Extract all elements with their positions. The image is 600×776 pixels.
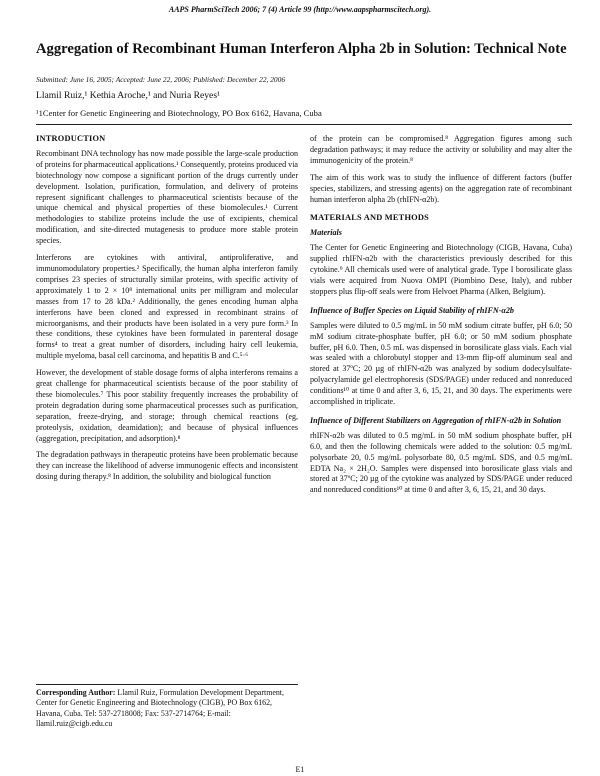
article-title: Aggregation of Recombinant Human Interferon Alpha 2b in Solution: Technical Note: [36, 41, 567, 57]
right-paragraph-1: of the protein can be compromised.⁸ Aggregation figures among such degradation pathways; it may reduce the activity or solubility and may alter the immunogenicity of the protein.⁸: [310, 134, 572, 165]
left-column: [36, 134, 298, 489]
header-divider: [36, 124, 572, 125]
intro-paragraph-1: Recombinant DNA technology has now made possible the large-scale production of proteins for pharmaceutical applications.¹ Consequently, proteins produced via biotechnology now compose a significant portion of the drugs currently under development. Isolation, purification, formulation, and delivery of proteins represent significant challenges to pharmaceutical scientists because of the unique chemical and physical properties of these biomolecules.¹ Current methodologies to stabilize proteins include the use of excipients, chemical modification, and site-directed mutagenesis to produce more stable protein species.: [36, 148, 298, 246]
buffer-paragraph: Samples were diluted to 0.5 mg/mL in 50 mM sodium citrate buffer, pH 6.0; 50 mM sodium citrate-phosphate buffer, pH 6.0; or 50 mM sodium phosphate buffer, pH 6.0. Then, 0.5 mL was dispensed in borosilicate glass vials. Each vial was sealed with a chlorobutyl stopper and 13-mm flip-off aluminum seal and stored at 37ºC; 20 µg of rhIFN-α2b was analyzed by sodium dodecylsulfate-polyacrylamide gel electrophoresis (SDS/PAGE) under reduced and nonreduced conditions¹⁰ at time 0 and after 3, 6, 15, 21, and 30 days. The experiments were accomplished in triplicate.: [310, 320, 572, 407]
corresponding-author: [36, 688, 298, 730]
authors: Llamil Ruiz,¹ Kethia Aroche,¹ and Nuria Reyes¹: [36, 90, 220, 101]
stabilizer-heading: Influence of Different Stabilizers on Aggregation of rhIFN-α2b in Solution: [310, 415, 562, 425]
materials-paragraph: The Center for Genetic Engineering and Biotechnology (CIGB, Havana, Cuba) supplied rhIFN-α2b with the characteristics previously described for this cytokine.⁹ All chemicals used were of analytical grade. Type I borosilicate glass vials were acquired from Nuova OMPI (Piombino Dese, Italy), and rubber stoppers plus flip-off seals were from Helvoet Pharma (Alken, Belgium).: [310, 243, 572, 296]
methods-heading: MATERIALS AND METHODS: [310, 213, 429, 223]
intro-heading: INTRODUCTION: [36, 134, 106, 143]
corresponding-text: Llamil Ruiz, Formulation Development Department, Center for Genetic Engineering and Biotechnology (CIGB), PO Box 6162, Havana, Cuba. Tel: 537-2718008; Fax: 537-2714764; E-mail: llamil.ruiz@cigb.edu.cu: [36, 688, 284, 729]
intro-paragraph-4: The degradation pathways in therapeutic proteins have been problematic because they can increase the likelihood of adverse immunogenic effects and inconsistent dosing during therapy.⁸ In addition, the solubility and biological function: [36, 450, 298, 482]
right-column: [310, 134, 572, 502]
buffer-heading: Influence of Buffer Species on Liquid Stability of rhIFN-α2b: [310, 305, 514, 315]
affiliation: ¹1Center for Genetic Engineering and Biotechnology, PO Box 6162, Havana, Cuba: [36, 108, 322, 118]
intro-paragraph-2: Interferons are cytokines with antiviral, antiproliferative, and immunomodulatory properties.² Specifically, the human alpha interferon family comprises 23 species of structurally similar proteins, with specific activity of approximately 1 to 2 × 10⁸ international units per milligram and molecular masses from 17 to 28 kDa.² Additionally, the genes encoding human alpha interferons have been cloned and expressed in recombinant strains of microorganisms, and their products have been isolated in a very pure form.³ In these conditions, these cytokines have been formulated in parenteral dosage forms⁴ to treat a great number of disorders, including hairy cell leukemia, multiple myeloma, basal cell carcinoma, and hepatitis B and C.⁵·⁶: [36, 253, 298, 361]
stabilizer-paragraph: rhIFN-α2b was diluted to 0.5 mg/mL in 50 mM sodium phosphate buffer, pH 6.0, and then the following chemicals were added to the solution: 0.5 mg/mL polysorbate 20, 0.5 mg/mL polysorbate 80, 0.5 mg/mL SDS, and 0.5 mg/mL EDTA Na₂ × 2H₂O. Samples were dispensed into borosilicate glass vials and stored at 37ºC; 20 µg of the cytokine was analyzed by SDS/PAGE under reduced and nonreduced conditions¹⁰ at time 0 and after 3, 6, 15, 21, and 30 days.: [310, 430, 572, 495]
journal-header: AAPS PharmSciTech 2006; 7 (4) Article 99 (http://www.aapspharmscitech.org).: [168, 5, 432, 14]
publication-dates: Submitted: June 16, 2005; Accepted: June 22, 2006; Published: December 22, 2006: [36, 75, 286, 84]
intro-paragraph-3: However, the development of stable dosage forms of alpha interferons remains a great challenge for pharmaceutical scientists because of the poor stability of these biomolecules.⁷ This poor stability frequently increases the probability of protein degradation during some pharmaceutical processes such as purification, separation, freeze-drying, and storage; through chemical reactions (eg, proteolysis, oxidation, deamidation); and because of physical influences (aggregation, precipitation, and adsorption).⁸: [36, 368, 298, 443]
footnote-divider: [36, 684, 298, 685]
corresponding-label: Corresponding Author:: [36, 688, 116, 697]
page-number: E1: [295, 765, 305, 774]
right-paragraph-2: The aim of this work was to study the influence of different factors (buffer species, stabilizers, and stressing agents) on the aggregation rate of recombinant human interferon alpha 2b (rhIFN-α2b).: [310, 172, 572, 204]
materials-heading: Materials: [310, 228, 342, 238]
